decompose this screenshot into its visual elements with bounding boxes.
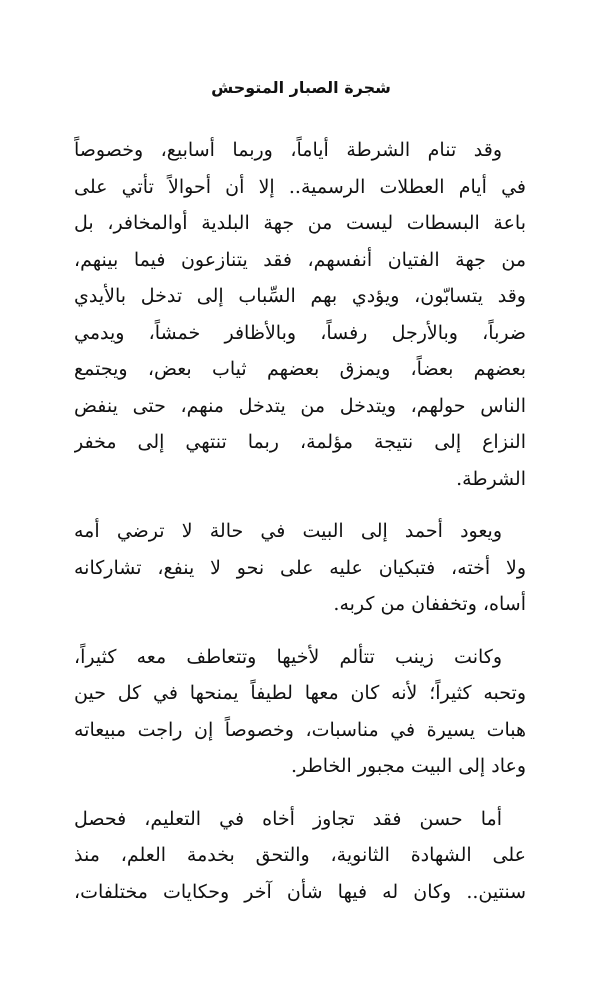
- text-line: وقد تنام الشرطة أياماً، وربما أسابيع، وخصوصاً: [74, 139, 502, 161]
- text-line: وتحبه كثيراً؛ لأنه كان معها لطيفاً يمنحها في كل حين: [74, 682, 526, 704]
- text-line: على الشهادة الثانوية، والتحق بخدمة العلم، منذ: [74, 844, 526, 866]
- text-line: وعاد إلى البيت مجبور الخاطر.: [291, 755, 526, 777]
- text-line: هبات يسيرة في مناسبات، وخصوصاً إن راجت مبيعاته: [74, 718, 526, 741]
- paragraph-3: [74, 639, 526, 785]
- text-line: ضرباً، وبالأرجل رفساً، وبالأظافر خمشاً، ويدمي: [74, 321, 526, 344]
- paragraph-4: [74, 801, 526, 911]
- text-line: الشرطة.: [456, 467, 526, 490]
- chapter-title: شجرة الصبار المتوحش: [211, 78, 391, 97]
- text-line: من جهة الفتيان أنفسهم، فقد يتنازعون فيما بينهم،: [74, 248, 526, 271]
- text-line: أما حسن فقد تجاوز أخاه في التعليم، فحصل: [74, 807, 502, 830]
- text-line: النزاع إلى نتيجة مؤلمة، ربما تنتهي إلى مخفر: [74, 431, 526, 453]
- paragraph-2: [74, 513, 526, 623]
- text-line: وكانت زينب تتألم لأخيها وتتعاطف معه كثيراً،: [74, 645, 502, 668]
- text-line: ويعود أحمد إلى البيت في حالة لا ترضي أمه: [74, 520, 502, 542]
- text-line: في أيام العطلات الرسمية.. إلا أن أحوالاً تأتي على: [74, 175, 526, 198]
- text-line: أساه، وتخففان من كربه.: [333, 593, 526, 615]
- text-line: باعة البسطات ليست من جهة البلدية أوالمخافر، بل: [74, 212, 526, 234]
- paragraph-1: [74, 132, 526, 497]
- text-line: ولا أخته، فتبكيان عليه على نحو لا ينفع، تشاركانه: [74, 556, 526, 579]
- body-text: [74, 132, 526, 926]
- text-line: بعضهم بعضاً، ويمزق بعضهم ثياب بعض، ويجتمع: [74, 358, 526, 380]
- text-line: وقد يتسابّون، ويؤدي بهم السِّباب إلى تدخل بالأيدي: [74, 285, 526, 307]
- text-line: الناس حولهم، ويتدخل من يتدخل منهم، حتى ينفض: [74, 394, 526, 417]
- text-line: سنتين.. وكان له فيها شأن آخر وحكايات مختلفات،: [74, 880, 526, 903]
